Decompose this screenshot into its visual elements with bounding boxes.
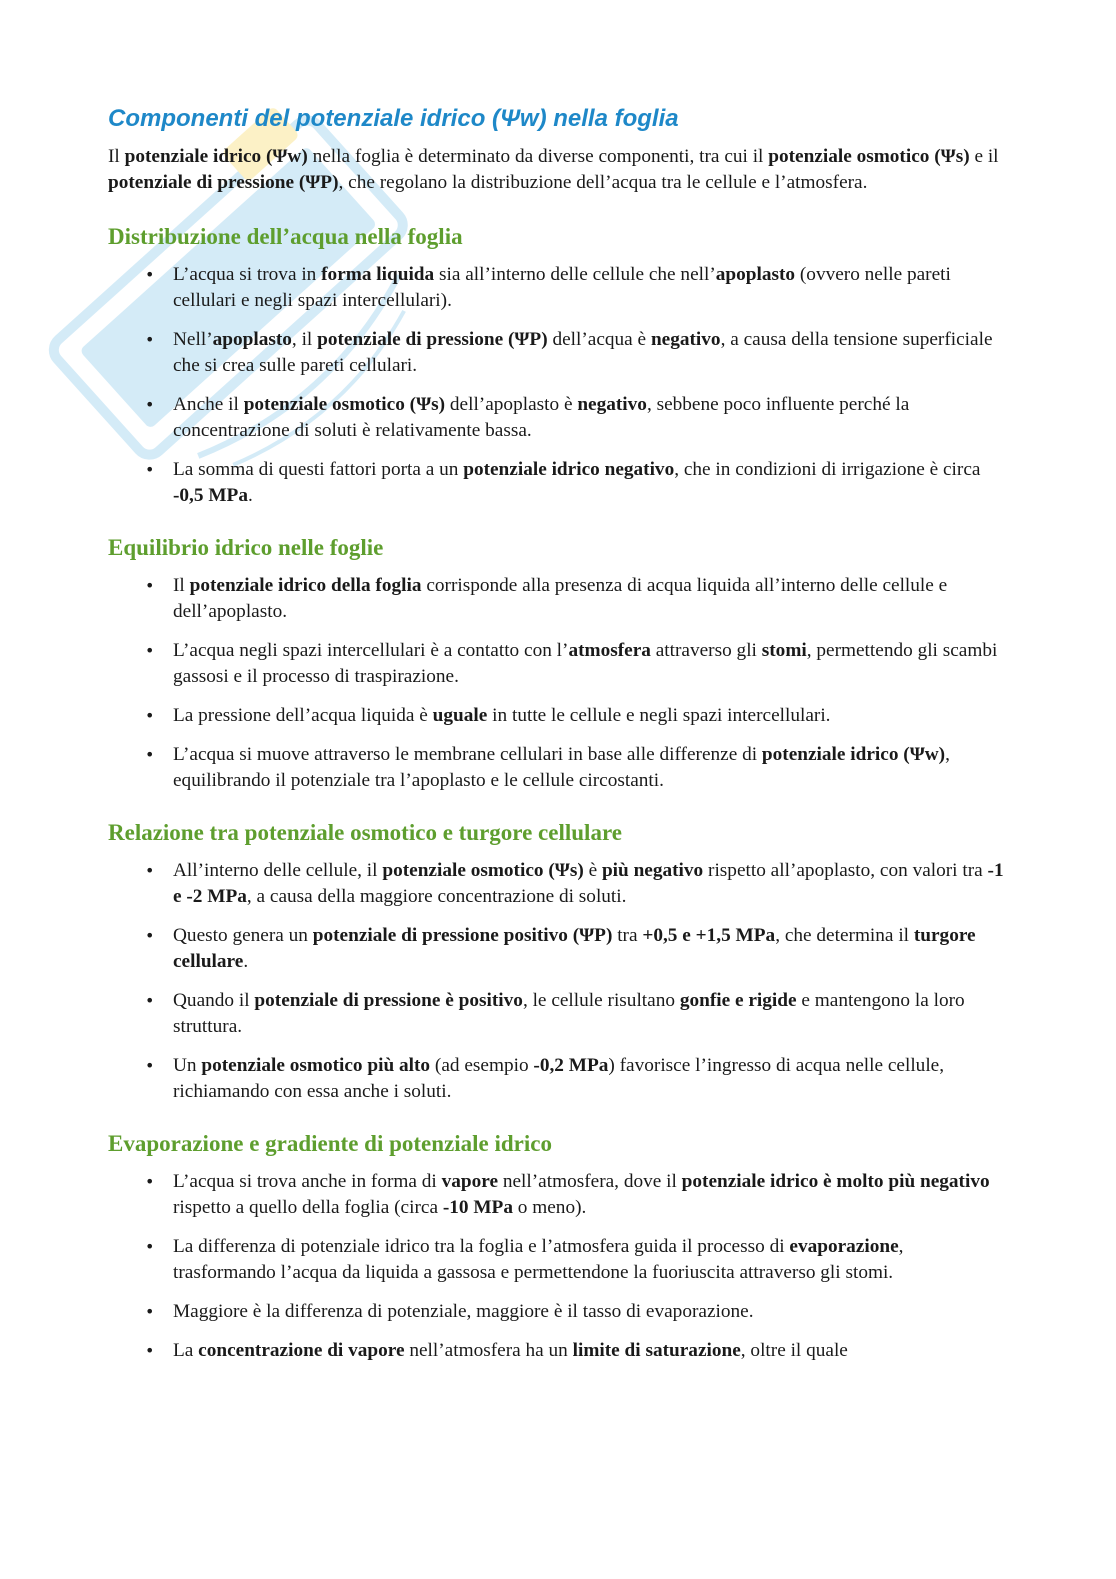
list-item bbox=[108, 327, 1008, 379]
bold-text: potenziale idrico (Ψw) bbox=[124, 146, 308, 167]
bullet-list bbox=[108, 573, 1008, 794]
sections-container bbox=[108, 222, 1008, 1364]
bullet-icon: • bbox=[145, 926, 155, 945]
text-run: L’acqua si trova in bbox=[173, 264, 322, 285]
bold-text: -0,2 MPa bbox=[533, 1055, 609, 1076]
list-item bbox=[108, 923, 1008, 975]
text-run: (ad esempio bbox=[430, 1055, 534, 1076]
bold-text: forma liquida bbox=[321, 264, 435, 285]
bullet-list bbox=[108, 1169, 1008, 1364]
text-run: L’acqua si muove attraverso le membrane cellulari in base alle differenze di bbox=[173, 744, 762, 765]
text-run: Un bbox=[173, 1055, 202, 1076]
text-run: e mantengono la loro struttura. bbox=[173, 990, 965, 1037]
text-run: L’acqua negli spazi intercellulari è a contatto con l’ bbox=[173, 640, 569, 661]
section-heading: Relazione tra potenziale osmotico e turgore cellulare bbox=[108, 820, 622, 845]
bold-text: atmosfera bbox=[568, 640, 651, 661]
bullet-icon: • bbox=[145, 706, 155, 725]
text-run: , a causa della tensione superficiale che si crea sulle pareti cellulari. bbox=[173, 329, 993, 376]
document-body bbox=[108, 104, 1008, 1388]
text-run: , sebbene poco influente perché la concentrazione di soluti è relativamente bassa. bbox=[173, 394, 910, 441]
text-run: attraverso gli bbox=[650, 640, 762, 661]
list-item bbox=[108, 1338, 1008, 1364]
list-item bbox=[108, 573, 1008, 625]
text-run: Il bbox=[108, 146, 125, 167]
bold-text: potenziale di pressione è positivo bbox=[254, 990, 523, 1011]
text-run: rispetto a quello della foglia (circa bbox=[173, 1197, 443, 1218]
bold-text: più negativo bbox=[601, 860, 704, 881]
text-run: , che regolano la distribuzione dell’acqua tra le cellule e l’atmosfera. bbox=[338, 172, 868, 193]
bold-text: potenziale di pressione (ΨP) bbox=[317, 329, 548, 350]
bullet-icon: • bbox=[145, 1237, 155, 1256]
text-run: sia all’interno delle cellule che nell’ bbox=[434, 264, 716, 285]
text-run: La somma di questi fattori porta a un bbox=[173, 459, 464, 480]
text-run: Quando il bbox=[173, 990, 255, 1011]
text-run: , il bbox=[291, 329, 318, 350]
bold-text: apoplasto bbox=[212, 329, 292, 350]
list-item bbox=[108, 1299, 1008, 1325]
bold-text: -1 e -2 MPa bbox=[173, 860, 1004, 907]
bold-text: +0,5 e +1,5 MPa bbox=[642, 925, 776, 946]
text-run: Anche il bbox=[173, 394, 244, 415]
bold-text: potenziale osmotico (Ψs) bbox=[243, 394, 446, 415]
bullet-list bbox=[108, 262, 1008, 509]
text-run: ) favorisce l’ingresso di acqua nelle cellule, richiamando con essa anche i soluti. bbox=[173, 1055, 945, 1102]
bullet-icon: • bbox=[145, 576, 155, 595]
text-run: Questo genera un bbox=[173, 925, 313, 946]
text-run: , trasformando l’acqua da liquida a gassosa e permettendone la fuoriuscita attraverso gli stomi. bbox=[173, 1236, 904, 1283]
list-item bbox=[108, 988, 1008, 1040]
list-item bbox=[108, 1234, 1008, 1286]
text-run: , equilibrando il potenziale tra l’apoplasto e le cellule circostanti. bbox=[173, 744, 950, 791]
bold-text: potenziale osmotico (Ψs) bbox=[382, 860, 584, 881]
bullet-icon: • bbox=[145, 460, 155, 479]
bold-text: potenziale osmotico più alto bbox=[201, 1055, 431, 1076]
bold-text: potenziale di pressione positivo (ΨP) bbox=[312, 925, 613, 946]
bullet-icon: • bbox=[145, 1302, 155, 1321]
bold-text: gonfie e rigide bbox=[679, 990, 797, 1011]
bold-text: potenziale idrico della foglia bbox=[189, 575, 422, 596]
text-run: Nell’ bbox=[173, 329, 213, 350]
bullet-icon: • bbox=[145, 1056, 155, 1075]
bullet-icon: • bbox=[145, 330, 155, 349]
text-run: nell’atmosfera ha un bbox=[404, 1340, 573, 1361]
list-item bbox=[108, 1053, 1008, 1105]
bold-text: -0,5 MPa bbox=[173, 485, 248, 506]
bold-text: -10 MPa bbox=[442, 1197, 513, 1218]
bold-text: negativo bbox=[577, 394, 647, 415]
text-run: , che determina il bbox=[775, 925, 914, 946]
text-run: . bbox=[243, 951, 249, 972]
list-item bbox=[108, 638, 1008, 690]
bullet-icon: • bbox=[145, 745, 155, 764]
text-run: , le cellule risultano bbox=[522, 990, 680, 1011]
text-run: in tutte le cellule e negli spazi intercellulari. bbox=[487, 705, 831, 726]
text-run: Il bbox=[173, 575, 190, 596]
text-run: , che in condizioni di irrigazione è circa bbox=[674, 459, 981, 480]
bold-text: potenziale idrico negativo bbox=[463, 459, 675, 480]
bold-text: concentrazione di vapore bbox=[198, 1340, 405, 1361]
bullet-icon: • bbox=[145, 1172, 155, 1191]
intro-paragraph bbox=[108, 144, 1008, 196]
bold-text: negativo bbox=[650, 329, 721, 350]
list-item bbox=[108, 457, 1008, 509]
bullet-icon: • bbox=[145, 861, 155, 880]
bullet-list bbox=[108, 858, 1008, 1105]
text-run: , oltre il quale bbox=[740, 1340, 848, 1361]
text-run: La differenza di potenziale idrico tra la foglia e l’atmosfera guida il processo di bbox=[173, 1236, 790, 1257]
section-heading: Evaporazione e gradiente di potenziale idrico bbox=[108, 1131, 552, 1156]
bold-text: turgore cellulare bbox=[173, 925, 976, 972]
text-run: Maggiore è la differenza di potenziale, maggiore è il tasso di evaporazione. bbox=[173, 1301, 754, 1322]
text-run: La bbox=[173, 1340, 199, 1361]
text-run: (ovvero nelle pareti cellulari e negli spazi intercellulari). bbox=[173, 264, 951, 311]
text-run: o meno). bbox=[512, 1197, 587, 1218]
text-run: , a causa della maggiore concentrazione di soluti. bbox=[246, 886, 627, 907]
text-run: dell’acqua è bbox=[547, 329, 651, 350]
bullet-icon: • bbox=[145, 991, 155, 1010]
bullet-icon: • bbox=[145, 641, 155, 660]
text-run: corrisponde alla presenza di acqua liquida all’interno delle cellule e dell’apoplasto. bbox=[173, 575, 948, 622]
bullet-icon: • bbox=[145, 265, 155, 284]
list-item bbox=[108, 742, 1008, 794]
list-item bbox=[108, 703, 1008, 729]
text-run: La pressione dell’acqua liquida è bbox=[173, 705, 433, 726]
bold-text: limite di saturazione bbox=[572, 1340, 741, 1361]
text-run: tra bbox=[612, 925, 643, 946]
section-heading: Equilibrio idrico nelle foglie bbox=[108, 535, 384, 560]
section-heading: Distribuzione dell’acqua nella foglia bbox=[108, 224, 463, 249]
bullet-icon: • bbox=[145, 1341, 155, 1360]
bold-text: potenziale idrico (Ψw) bbox=[761, 744, 946, 765]
bold-text: vapore bbox=[441, 1171, 499, 1192]
text-run: dell’apoplasto è bbox=[445, 394, 578, 415]
text-run: e il bbox=[969, 146, 999, 167]
text-run: All’interno delle cellule, il bbox=[173, 860, 383, 881]
bold-text: apoplasto bbox=[715, 264, 796, 285]
text-run: nell’atmosfera, dove il bbox=[498, 1171, 682, 1192]
bold-text: evaporazione bbox=[789, 1236, 899, 1257]
list-item bbox=[108, 392, 1008, 444]
bullet-icon: • bbox=[145, 395, 155, 414]
list-item bbox=[108, 262, 1008, 314]
text-run: . bbox=[247, 485, 253, 506]
bold-text: uguale bbox=[432, 705, 488, 726]
text-run: L’acqua si trova anche in forma di bbox=[173, 1171, 442, 1192]
list-item bbox=[108, 1169, 1008, 1221]
page-title: Componenti del potenziale idrico (Ψw) nella foglia bbox=[108, 105, 679, 132]
text-run: , permettendo gli scambi gassosi e il processo di traspirazione. bbox=[173, 640, 998, 687]
bold-text: potenziale idrico è molto più negativo bbox=[681, 1171, 990, 1192]
bold-text: stomi bbox=[761, 640, 807, 661]
text-run: nella foglia è determinato da diverse componenti, tra cui il bbox=[307, 146, 769, 167]
text-run: rispetto all’apoplasto, con valori tra bbox=[703, 860, 988, 881]
list-item bbox=[108, 858, 1008, 910]
text-run: è bbox=[583, 860, 602, 881]
bold-text: potenziale osmotico (Ψs) bbox=[768, 146, 970, 167]
bold-text: potenziale di pressione (ΨP) bbox=[108, 172, 339, 193]
